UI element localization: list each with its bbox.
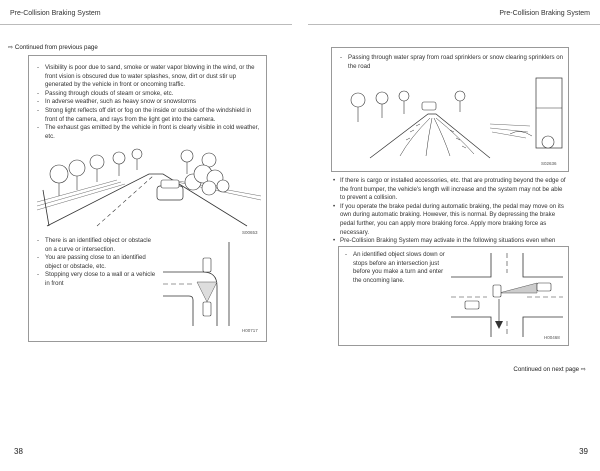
figure2-code: H00717 [242, 328, 258, 333]
sprinkler-road-illustration [340, 78, 562, 158]
right-page-number: 39 [579, 447, 588, 456]
activation-box [338, 246, 569, 346]
left-conditions-list [37, 64, 262, 141]
object-condition-item: - Stopping very close to a wall or a vehicle in front [37, 271, 157, 288]
spray-condition-box [331, 47, 569, 172]
exhaust-road-illustration [37, 140, 261, 228]
condition-item: - Passing through clouds of steam or smoke, etc. [37, 90, 262, 99]
condition-item: - Strong light reflects off dirt or fog on the inside or outside of the windshield in front of the camera, and rays from the light get into the camera. [37, 107, 262, 124]
curve-intersection-diagram [163, 242, 259, 326]
right-header-rule [308, 24, 600, 25]
right-header-title: Pre-Collision Braking System [499, 10, 590, 17]
note-item: • If there is cargo or installed accessories, etc. that are protruding beyond the edge of the front bumper, the vehicle's length will increase and the system may not be able to prevent a collision. [333, 177, 569, 203]
note-item: • Pre-Collision Braking System may activate in the following situations even when [333, 237, 569, 254]
left-header-rule [0, 24, 292, 25]
intersection-turn-diagram [451, 253, 563, 337]
figure1-code: S00653 [242, 230, 258, 235]
continued-on-next-page: Continued on next page ⇨ [513, 366, 586, 373]
object-conditions-list [37, 237, 157, 289]
condition-item: - The exhaust gas emitted by the vehicle in front is clearly visible in cold weather, etc. [37, 124, 262, 141]
left-header-title: Pre-Collision Braking System [10, 10, 101, 17]
left-conditions-box [28, 55, 267, 342]
notes-list [333, 177, 569, 254]
object-condition-item: - You are passing close to an identified object or obstacle, etc. [37, 254, 157, 271]
condition-item: - Visibility is poor due to sand, smoke or water vapor blowing in the wind, or the front vision is obscured due to water splashes, snow, dirt or dust stir up generated by the vehicle in front or oncoming traffic. [37, 64, 262, 90]
object-condition-item: - There is an identified object or obstacle on a curve or intersection. [37, 237, 157, 254]
spray-condition-item: - Passing through water spray from road sprinklers or snow clearing sprinklers on the road [340, 54, 564, 71]
left-page-number: 38 [14, 447, 23, 456]
note-item: • If you operate the brake pedal during automatic braking, the pedal may move on its own during automatic braking. However, this is normal. By depressing the brake pedal further, you can apply more braking force. Apply more braking force as necessary. [333, 203, 569, 237]
figure4-code: H00468 [544, 335, 560, 340]
continued-from-previous: ⇨ Continued from previous page [8, 44, 98, 51]
activation-item: - An identified object slows down or stops before an intersection just before you make a turn and enter the oncoming lane. [345, 251, 449, 285]
activation-list [345, 251, 449, 285]
spray-condition-list [340, 54, 564, 71]
figure3-code: S02636 [541, 161, 557, 166]
condition-item: - In adverse weather, such as heavy snow or snowstorms [37, 98, 262, 107]
